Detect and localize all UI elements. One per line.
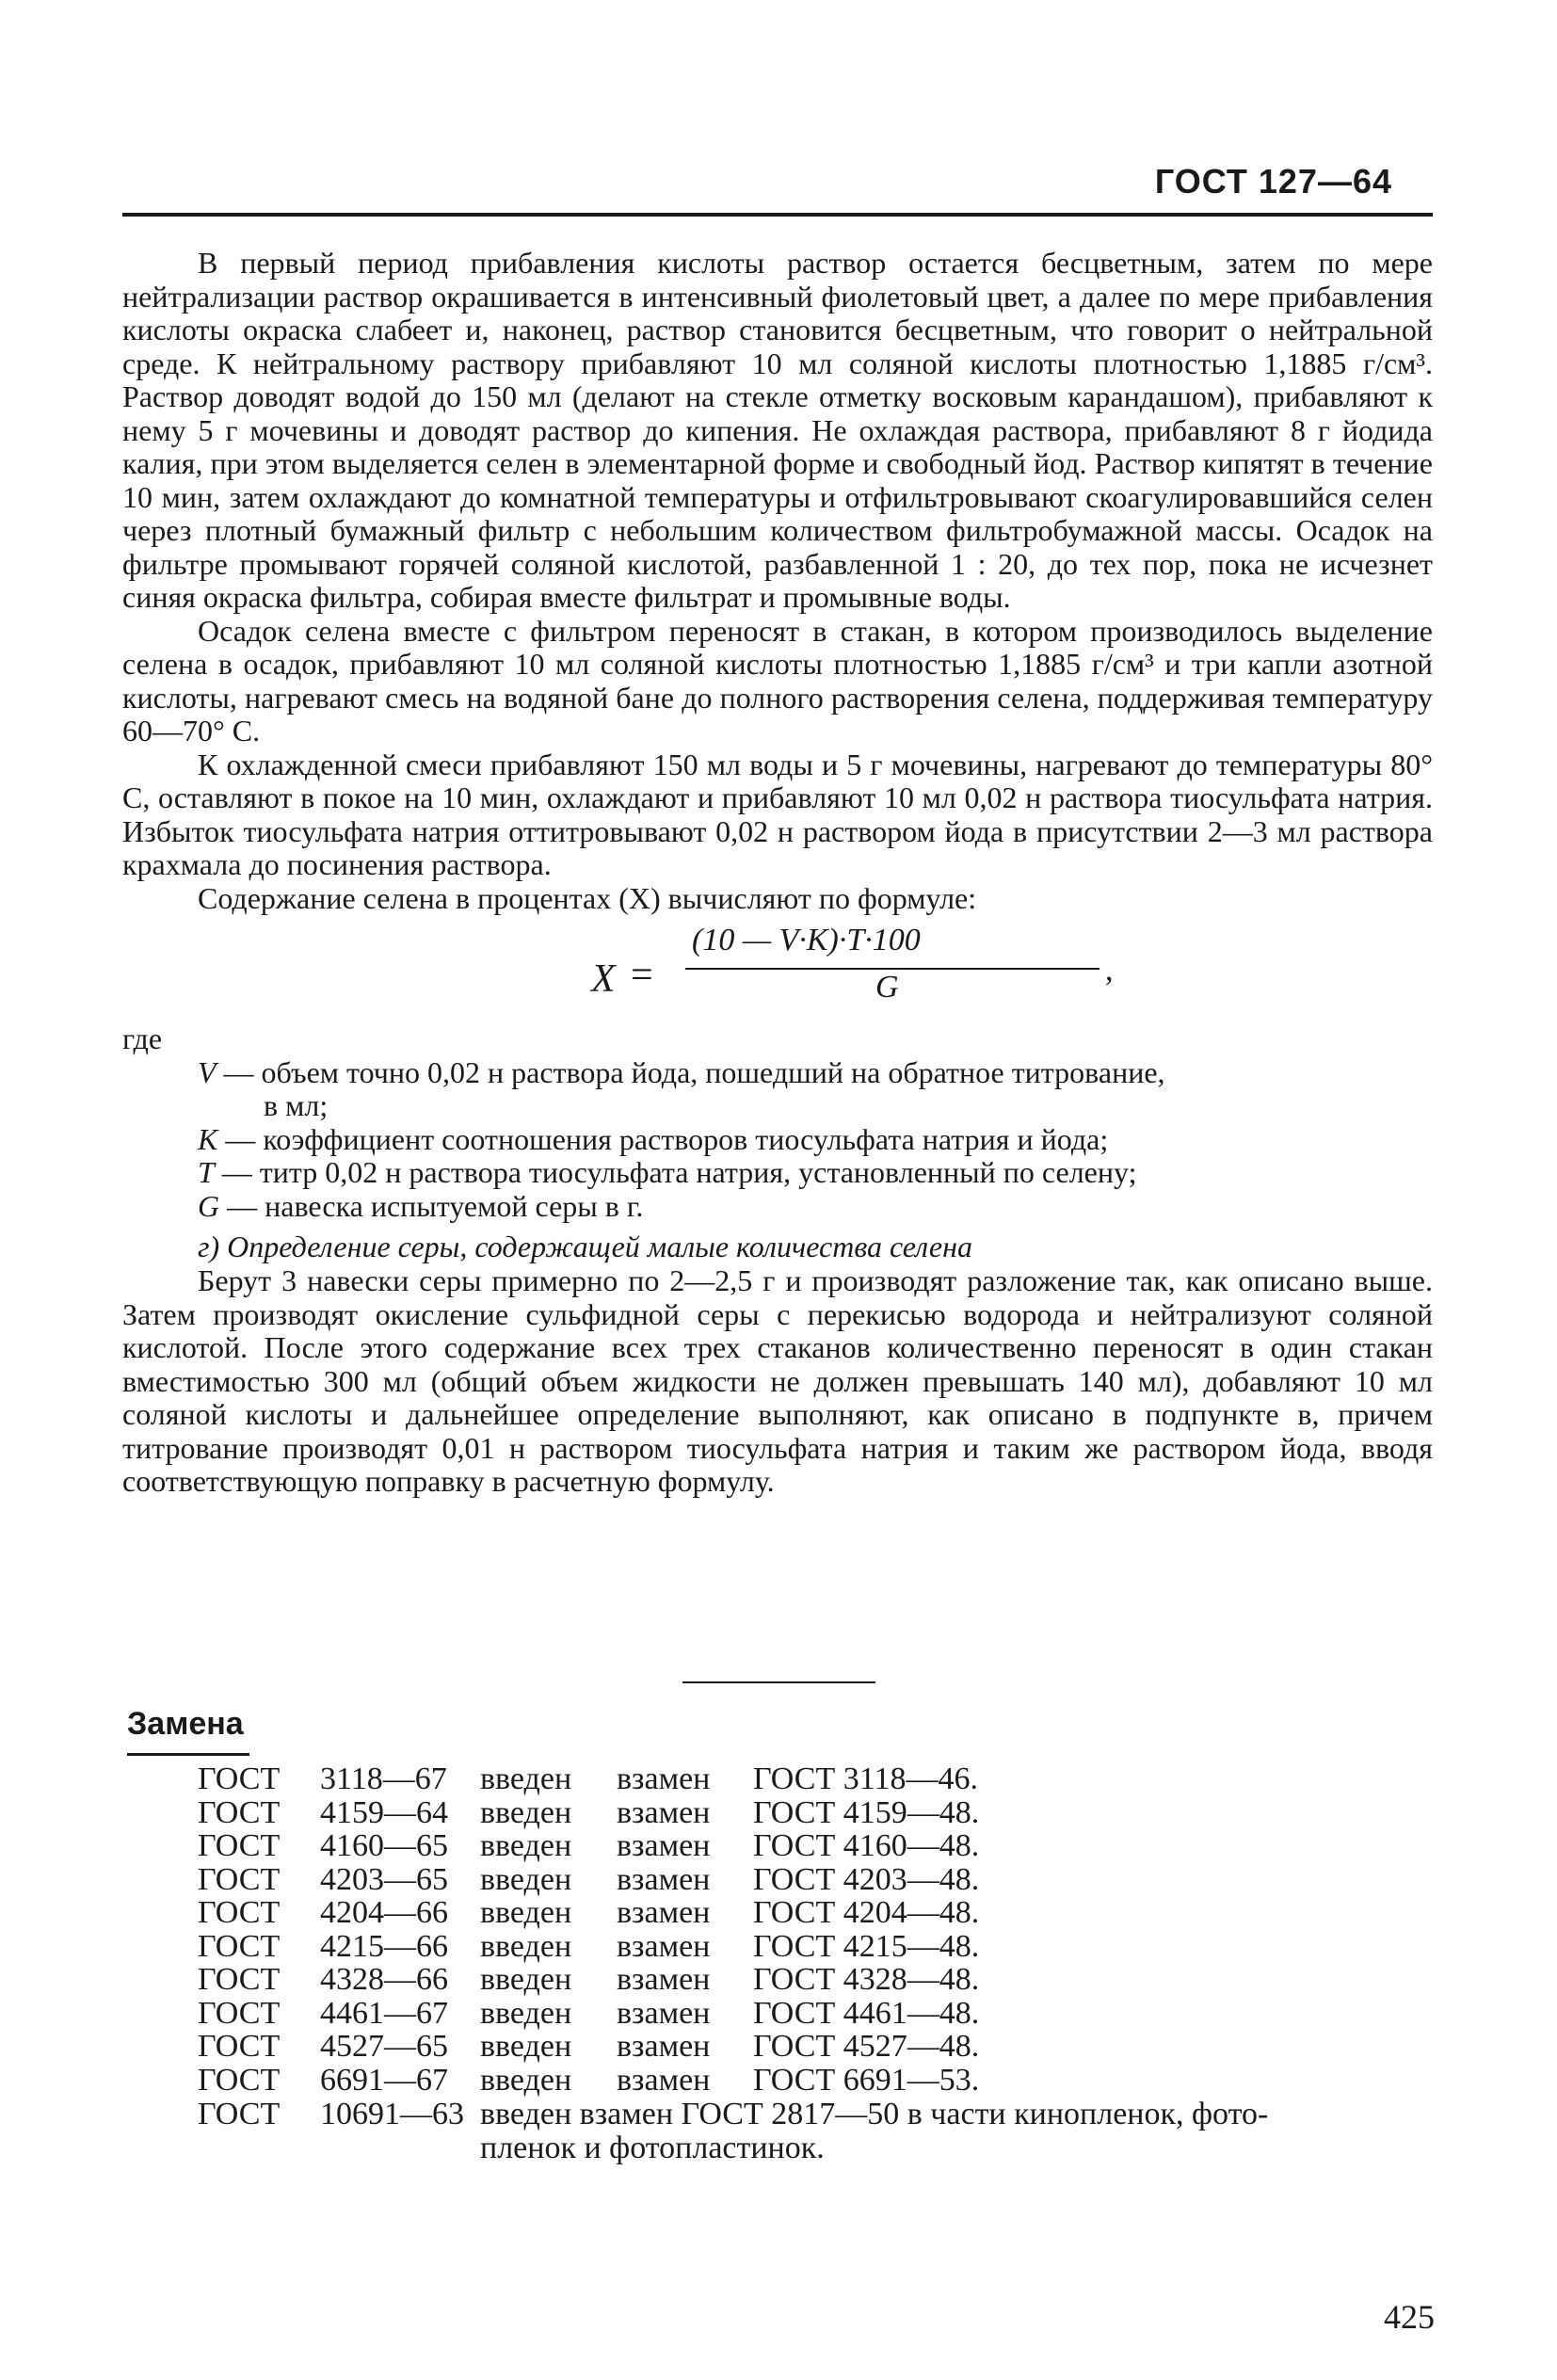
list-cell: 10691—63: [320, 2097, 464, 2131]
list-cell: ГОСТ 4159—48.: [753, 1794, 980, 1830]
definition-symbol: G: [198, 1188, 220, 1223]
list-cell: введен: [480, 1861, 572, 1897]
section-heading: г) Определение серы, содержащей малые количества селена: [198, 1230, 972, 1263]
list-cell: 3118—67: [320, 1761, 447, 1796]
definition-k: [198, 1123, 1433, 1157]
list-item: [198, 1896, 979, 1930]
section-divider: [682, 1681, 875, 1683]
list-cell: взамен: [617, 1962, 711, 1997]
list-cell: ГОСТ: [198, 1995, 281, 2031]
list-item: [198, 1829, 979, 1863]
list-cell: 4204—66: [320, 1895, 448, 1930]
where-label: где: [122, 1021, 163, 1055]
list-cell: 4203—65: [320, 1861, 448, 1897]
list-cell: ГОСТ: [198, 1794, 281, 1830]
list-cell: 4461—67: [320, 1995, 448, 2031]
list-item: [198, 1796, 979, 1830]
list-cell: 4527—65: [320, 2029, 448, 2064]
list-cell: ГОСТ: [198, 1895, 281, 1930]
definition-symbol: T: [198, 1155, 215, 1189]
list-item-last: [198, 2098, 1436, 2164]
list-cell: ГОСТ 4203—48.: [753, 1861, 980, 1897]
paragraph-3: К охлажденной смеси прибавляют 150 мл воды и 5 г мочевины, нагревают до температуры 80° С, оставляют в покое на 10 мин, охлаждают и прибавляют 10 мл 0,02 н раствора тиосульфата натрия. Избыток тиосульфата натрия оттитровывают 0,02 н раствором йода в присутствии 2—3 мл раствора крахмала до посинения раствора.: [122, 747, 1433, 881]
definition-text: — коэффициент соотношения растворов тиосульфата натрия и йода;: [217, 1121, 1109, 1156]
formula-comma: ,: [1105, 953, 1114, 988]
list-cell: взамен: [617, 2029, 711, 2064]
list-cell: ГОСТ 4215—48.: [753, 1928, 980, 1964]
replacement-list: [198, 1762, 979, 2097]
list-cell: взамен: [617, 1861, 711, 1897]
list-item: [198, 1963, 979, 1997]
list-cell: 4328—66: [320, 1962, 448, 1997]
replacement-title: Замена: [127, 1706, 244, 1742]
formula: [122, 919, 1433, 1022]
list-cell: взамен: [617, 1895, 711, 1930]
list-item: [198, 1930, 979, 1964]
replacement-title-underline: [127, 1753, 249, 1756]
list-cell: ГОСТ 4204—48.: [753, 1895, 980, 1930]
paragraph-2: Осадок селена вместе с фильтром переносят в стакан, в котором производилось выделение селена в осадок, прибавляют 10 мл соляной кислоты плотностью 1,1885 г/см³ и три капли азотной кислоты, нагревают смесь на водяной бане до полного растворения селена, поддерживая температуру 60—70° С.: [122, 613, 1433, 748]
definition-g: [198, 1190, 1433, 1224]
list-cell: введен: [480, 1828, 572, 1863]
list-item-last-continuation: пленок и фотопластинок.: [480, 2130, 825, 2165]
list-cell: введен: [480, 2029, 572, 2064]
page-number: 425: [1384, 2298, 1435, 2336]
definition-text: — объем точно 0,02 н раствора йода, пошедший на обратное титрование,: [216, 1054, 1165, 1089]
list-cell: взамен: [617, 2062, 711, 2098]
list-cell: 4215—66: [320, 1928, 448, 1964]
list-cell: ГОСТ: [198, 2097, 281, 2131]
list-cell: введен: [480, 1761, 572, 1796]
list-cell: ГОСТ: [198, 1928, 281, 1964]
list-item: [198, 1997, 979, 2031]
list-cell: взамен: [617, 1928, 711, 1964]
list-cell: введен взамен ГОСТ 2817—50 в части кинопленок, фото-: [480, 2097, 1269, 2131]
list-cell: ГОСТ: [198, 1861, 281, 1897]
header-title: ГОСТ 127—64: [1154, 162, 1392, 201]
list-cell: ГОСТ: [198, 1828, 281, 1863]
list-cell: ГОСТ 3118—46.: [753, 1761, 978, 1796]
definition-text: — навеска испытуемой серы в г.: [219, 1188, 644, 1223]
list-cell: ГОСТ: [198, 2029, 281, 2064]
list-item: [198, 1863, 979, 1897]
list-cell: введен: [480, 1895, 572, 1930]
list-cell: взамен: [617, 1761, 711, 1796]
definition-v-continuation: в мл;: [264, 1088, 329, 1122]
paragraph-1: В первый период прибавления кислоты раствор остается бесцветным, затем по мере нейтрализации раствор окрашивается в интенсивный фиолетовый цвет, а далее по мере прибавления кислоты окраска слабеет и, наконец, раствор становится бесцветным, что говорит о нейтральной среде. К нейтральному раствору прибавляют 10 мл соляной кислоты плотностью 1,1885 г/см³. Раствор доводят водой до 150 мл (делают на стекле отметку восковым карандашом), прибавляют к нему 5 г мочевины и доводят раствор до кипения. Не охлаждая раствора, прибавляют 8 г йодида калия, при этом выделяется селен в элементарной форме и свободный йод. Раствор кипятят в течение 10 мин, затем охлаждают до комнатной температуры и отфильтровывают скоагулировавшийся селен через плотный бумажный фильтр с небольшим количеством фильтробумажной массы. Осадок на фильтре промывают горячей соляной кислотой, разбавленной 1 : 20, до тех пор, пока не исчезнет синяя окраска фильтра, собирая вместе фильтрат и промывные воды.: [122, 246, 1433, 614]
definition-text: — титр 0,02 н раствора тиосульфата натрия, установленный по селену;: [214, 1155, 1137, 1189]
formula-numerator: (10 — V·K)·T·100: [692, 923, 921, 957]
list-cell: введен: [480, 1995, 572, 2031]
definition-t: [198, 1156, 1433, 1190]
formula-equals: =: [631, 954, 653, 997]
list-cell: ГОСТ: [198, 1761, 281, 1796]
list-item: [198, 2064, 979, 2098]
list-item: [198, 2030, 979, 2064]
list-cell: 6691—67: [320, 2062, 448, 2098]
list-cell: ГОСТ 4527—48.: [753, 2029, 980, 2064]
list-cell: ГОСТ: [198, 1962, 281, 1997]
definition-v: [198, 1056, 1433, 1090]
list-cell: введен: [480, 1928, 572, 1964]
list-cell: ГОСТ 4160—48.: [753, 1828, 980, 1863]
paragraph-5: Берут 3 навески серы примерно по 2—2,5 г и производят разложение так, как описано выше. Затем производят окисление сульфидной серы с перекисью водорода и нейтрализуют соляной кислотой. После этого содержание всех трех стаканов количественно переносят в один стакан вместимостью 300 мл (общий объем жидкости не должен превышать 140 мл), добавляют 10 мл соляной кислоты и дальнейшее определение выполняют, как описано в подпункте в, причем титрование производят 0,01 н раствором тиосульфата натрия и таким же раствором йода, вводя соответствующую поправку в расчетную формулу.: [122, 1263, 1433, 1498]
definition-symbol: K: [198, 1121, 218, 1156]
header-divider: [122, 213, 1433, 217]
list-cell: 4160—65: [320, 1828, 448, 1863]
list-cell: введен: [480, 1794, 572, 1830]
list-item-last-line: [198, 2098, 1436, 2131]
list-cell: взамен: [617, 1995, 711, 2031]
list-cell: ГОСТ: [198, 2062, 281, 2098]
list-cell: ГОСТ 4328—48.: [753, 1962, 980, 1997]
list-cell: взамен: [617, 1828, 711, 1863]
list-cell: ГОСТ 6691—53.: [753, 2062, 980, 2098]
body-text: [122, 247, 1433, 1499]
list-cell: введен: [480, 1962, 572, 1997]
definition-symbol: V: [198, 1054, 217, 1089]
list-cell: введен: [480, 2062, 572, 2098]
list-item: [198, 1762, 979, 1796]
formula-denominator: G: [875, 970, 899, 1005]
paragraph-4: Содержание селена в процентах (X) вычисляют по формуле:: [198, 880, 977, 915]
list-cell: 4159—64: [320, 1794, 448, 1830]
list-cell: взамен: [617, 1794, 711, 1830]
formula-lhs: X: [591, 957, 616, 1001]
list-cell: ГОСТ 4461—48.: [753, 1995, 980, 2031]
